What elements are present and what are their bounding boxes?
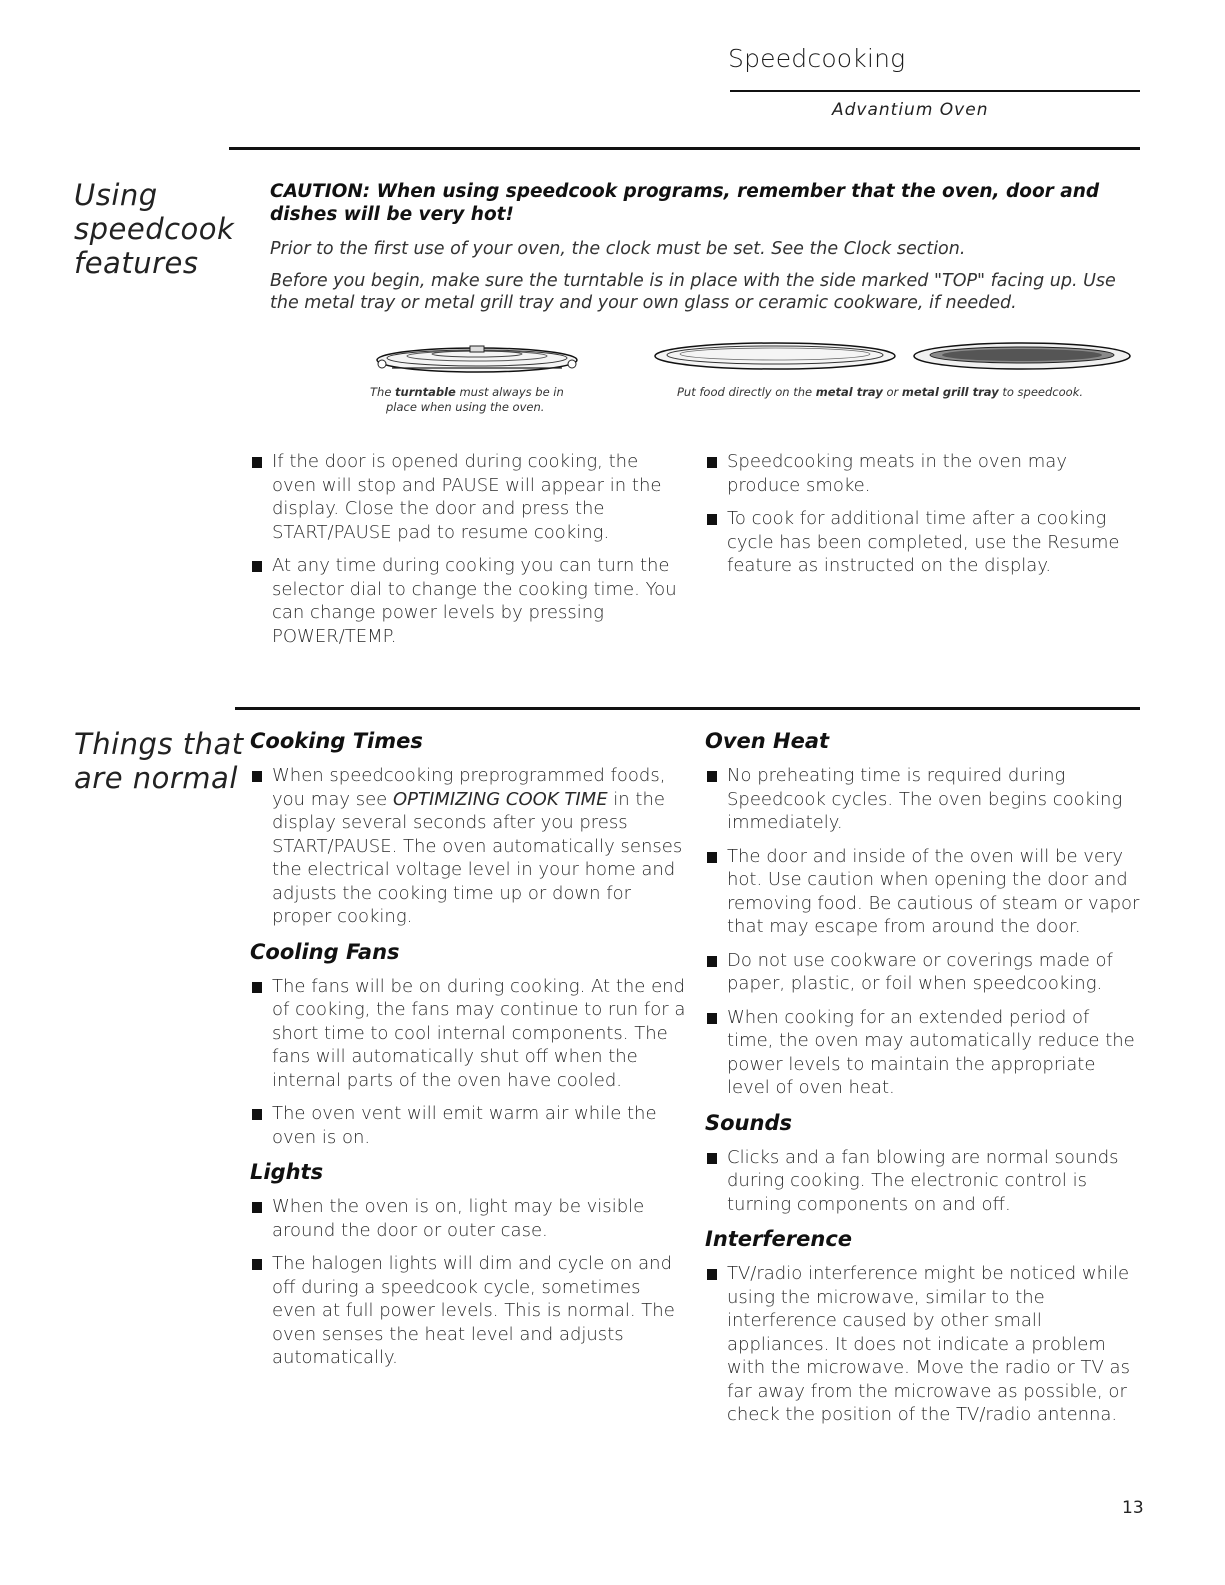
metal-tray-image: [650, 340, 900, 372]
normal-left-column: [250, 728, 690, 1380]
page-header-title: Speedcooking: [728, 44, 906, 73]
speedcook-bullets-left: [250, 450, 685, 658]
list-item: The oven vent will emit warm air while the oven is on.: [250, 1102, 690, 1149]
cooling-fans-heading: Cooling Fans: [250, 939, 400, 964]
list-item: TV/radio interference might be noticed while using the microwave, similar to the interference caused by other small appliances. It does not indicate a problem with the microwave. Move the radio or TV as far away from the microwave as possible, or check the position of the TV/radio antenna.: [705, 1262, 1140, 1427]
heading-line: speedcook: [74, 212, 235, 246]
caption-text: The: [370, 385, 396, 399]
caption-bold: metal tray: [815, 385, 883, 399]
list-item: The halogen lights will dim and cycle on and off during a speedcook cycle, sometimes even at full power levels. This is normal. The oven senses the heat level and adjusts automatically.: [250, 1252, 690, 1370]
oven-heat-heading: Oven Heat: [705, 729, 830, 753]
section-heading-normal: [74, 727, 244, 795]
heading-line: Things that: [74, 727, 244, 761]
caption-bold: metal grill tray: [901, 385, 999, 399]
interference-heading: Interference: [705, 1227, 853, 1251]
caption-text: or: [882, 385, 902, 399]
list-item: Do not use cookware or coverings made of paper, plastic, or foil when speedcooking.: [705, 949, 1140, 996]
display-message: OPTIMIZING COOK TIME: [392, 788, 608, 810]
turntable-image: [372, 340, 582, 376]
page-header-subtitle: Advantium Oven: [832, 100, 989, 120]
list-item: Clicks and a fan blowing are normal sounds during cooking. The electronic control is turning components on and off.: [705, 1146, 1140, 1217]
normal-right-column: [705, 728, 1140, 1437]
list-item: Speedcooking meats in the oven may produce smoke.: [705, 450, 1135, 497]
section-divider: [229, 147, 1140, 150]
heading-line: Using: [74, 178, 158, 212]
caption-text: must always be in: [455, 385, 564, 399]
section-heading-speedcook: [74, 178, 234, 280]
caution-text: CAUTION: When using speedcook programs, remember that the oven, door and dishes will be very hot!: [270, 181, 1100, 225]
page-number: 13: [1122, 1498, 1144, 1518]
metal-grill-tray-image: [910, 340, 1135, 372]
list-item: No preheating time is required during Speedcook cycles. The oven begins cooking immediately.: [705, 764, 1140, 835]
cooking-times-heading: Cooking Times: [250, 729, 423, 753]
bullet-text: in the display several seconds after you press START/PAUSE. The oven automatically senses the electrical voltage level in your home and adjusts the cooking time up or down for proper cooking.: [272, 788, 683, 927]
clock-note: Prior to the first use of your oven, the clock must be set. See the Clock section.: [270, 239, 966, 259]
bullet-text: When speedcooking preprogrammed foods, you may see: [272, 765, 666, 810]
section-divider: [235, 707, 1140, 710]
list-item: The fans will be on during cooking. At the end of cooking, the fans may continue to run for a short time to cool internal components. The fans will automatically shut off when the internal parts of the oven have cooled.: [250, 975, 690, 1093]
caption-bold: turntable: [395, 385, 456, 399]
list-item: At any time during cooking you can turn the selector dial to change the cooking time. You can change power levels by pressing POWER/TEMP.: [250, 554, 685, 648]
list-item: To cook for additional time after a cooking cycle has been completed, use the Resume feature as instructed on the display.: [705, 507, 1135, 578]
list-item: If the door is opened during cooking, the oven will stop and PAUSE will appear in the display. Close the door and press the START/PAUSE pad to resume cooking.: [250, 450, 685, 544]
speedcook-bullets-right: [705, 450, 1135, 588]
list-item: The door and inside of the oven will be very hot. Use caution when opening the door and removing food. Be cautious of steam or vapor that may escape from around the door.: [705, 845, 1140, 939]
turntable-caption: [370, 385, 600, 415]
sounds-heading: Sounds: [705, 1110, 792, 1135]
list-item: When the oven is on, light may be visible around the door or outer case.: [250, 1195, 690, 1242]
caption-text: Put food directly on the: [677, 385, 816, 399]
caption-text: to speedcook.: [998, 385, 1084, 399]
tray-caption: [677, 385, 1137, 400]
lights-heading: Lights: [250, 1160, 324, 1184]
heading-line: are normal: [74, 761, 238, 795]
list-item: When cooking for an extended period of time, the oven may automatically reduce the power levels to maintain the appropriate level of oven heat.: [705, 1006, 1140, 1100]
header-rule: [730, 90, 1140, 92]
caption-text: place when using the oven.: [386, 400, 545, 414]
turntable-note: Before you begin, make sure the turntable is in place with the side marked "TOP" facing up. Use the metal tray or metal grill tray and your own glass or ceramic cookware, if needed.: [270, 271, 1116, 313]
list-item: [250, 764, 690, 929]
heading-line: features: [74, 246, 199, 280]
